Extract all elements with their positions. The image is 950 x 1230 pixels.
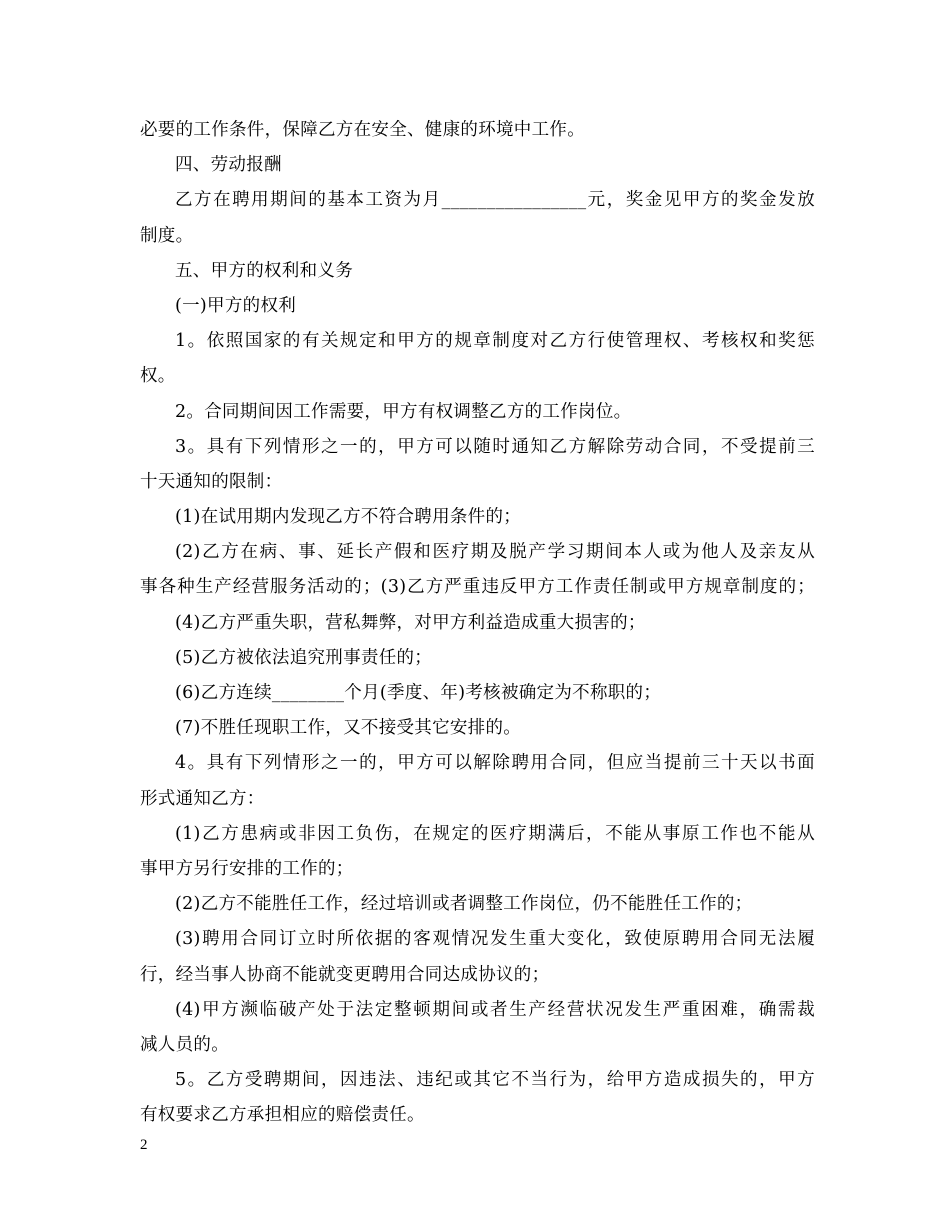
page-number: 2 [140, 1137, 148, 1153]
body-line: 有权要求乙方承担相应的赔偿责任。 [140, 1105, 425, 1126]
body-line: 乙方在聘用期间的基本工资为月________________元，奖金见甲方的奖金发放 [175, 190, 815, 211]
body-line: 5。乙方受聘期间，因违法、违纪或其它不当行为，给甲方造成损失的，甲方 [175, 1070, 815, 1091]
body-line: 形式通知乙方： [140, 788, 265, 809]
list-item: (7)不胜任现职工作，又不接受其它安排的。 [175, 718, 522, 739]
list-item: (6)乙方连续________个月(季度、年)考核被确定为不称职的； [175, 683, 662, 703]
list-item: (2)乙方在病、事、延长产假和医疗期及脱产学习期间本人或为他人及亲友从 [175, 542, 815, 563]
list-item: (1)乙方患病或非因工负伤，在规定的医疗期满后，不能从事原工作也不能从 [175, 823, 815, 844]
list-item: 行，经当事人协商不能就变更聘用合同达成协议的； [140, 964, 550, 985]
document-body [140, 113, 815, 1133]
body-line: 2。合同期间因工作需要，甲方有权调整乙方的工作岗位。 [175, 401, 632, 422]
list-item: (4)乙方严重失职，营私舞弊，对甲方利益造成重大损害的； [175, 612, 646, 633]
list-item: 减人员的。 [140, 1034, 229, 1055]
list-item: 事甲方另行安排的工作的； [140, 858, 354, 879]
body-line: 制度。 [140, 225, 194, 246]
body-line: 必要的工作条件，保障乙方在安全、健康的环境中工作。 [140, 120, 585, 140]
list-item: (4)甲方濒临破产处于法定整顿期间或者生产经营状况发生严重困难，确需裁 [175, 999, 815, 1020]
body-line: 3。具有下列情形之一的，甲方可以随时通知乙方解除劳动合同，不受提前三 [175, 436, 815, 457]
list-item: (3)聘用合同订立时所依据的客观情况发生重大变化，致使原聘用合同无法履 [175, 929, 815, 950]
list-item: (5)乙方被依法追究刑事责任的； [175, 647, 433, 668]
section-heading: 五、甲方的权利和义务 [175, 260, 353, 281]
list-item: 事各种生产经营服务活动的；(3)乙方严重违反甲方工作责任制或甲方规章制度的； [140, 577, 815, 598]
list-item: (1)在试用期内发现乙方不符合聘用条件的； [175, 507, 522, 528]
body-line: 十天通知的限制： [140, 471, 283, 492]
list-item: (2)乙方不能胜任工作，经过培训或者调整工作岗位，仍不能胜任工作的； [175, 894, 753, 915]
body-line: 4。具有下列情形之一的，甲方可以解除聘用合同，但应当提前三十天以书面 [175, 753, 815, 774]
body-line: 权。 [140, 366, 176, 387]
section-heading: 四、劳动报酬 [175, 155, 282, 176]
body-line: 1。依照国家的有关规定和甲方的规章制度对乙方行使管理权、考核权和奖惩 [175, 331, 815, 352]
subsection-heading: (一)甲方的权利 [175, 295, 297, 316]
